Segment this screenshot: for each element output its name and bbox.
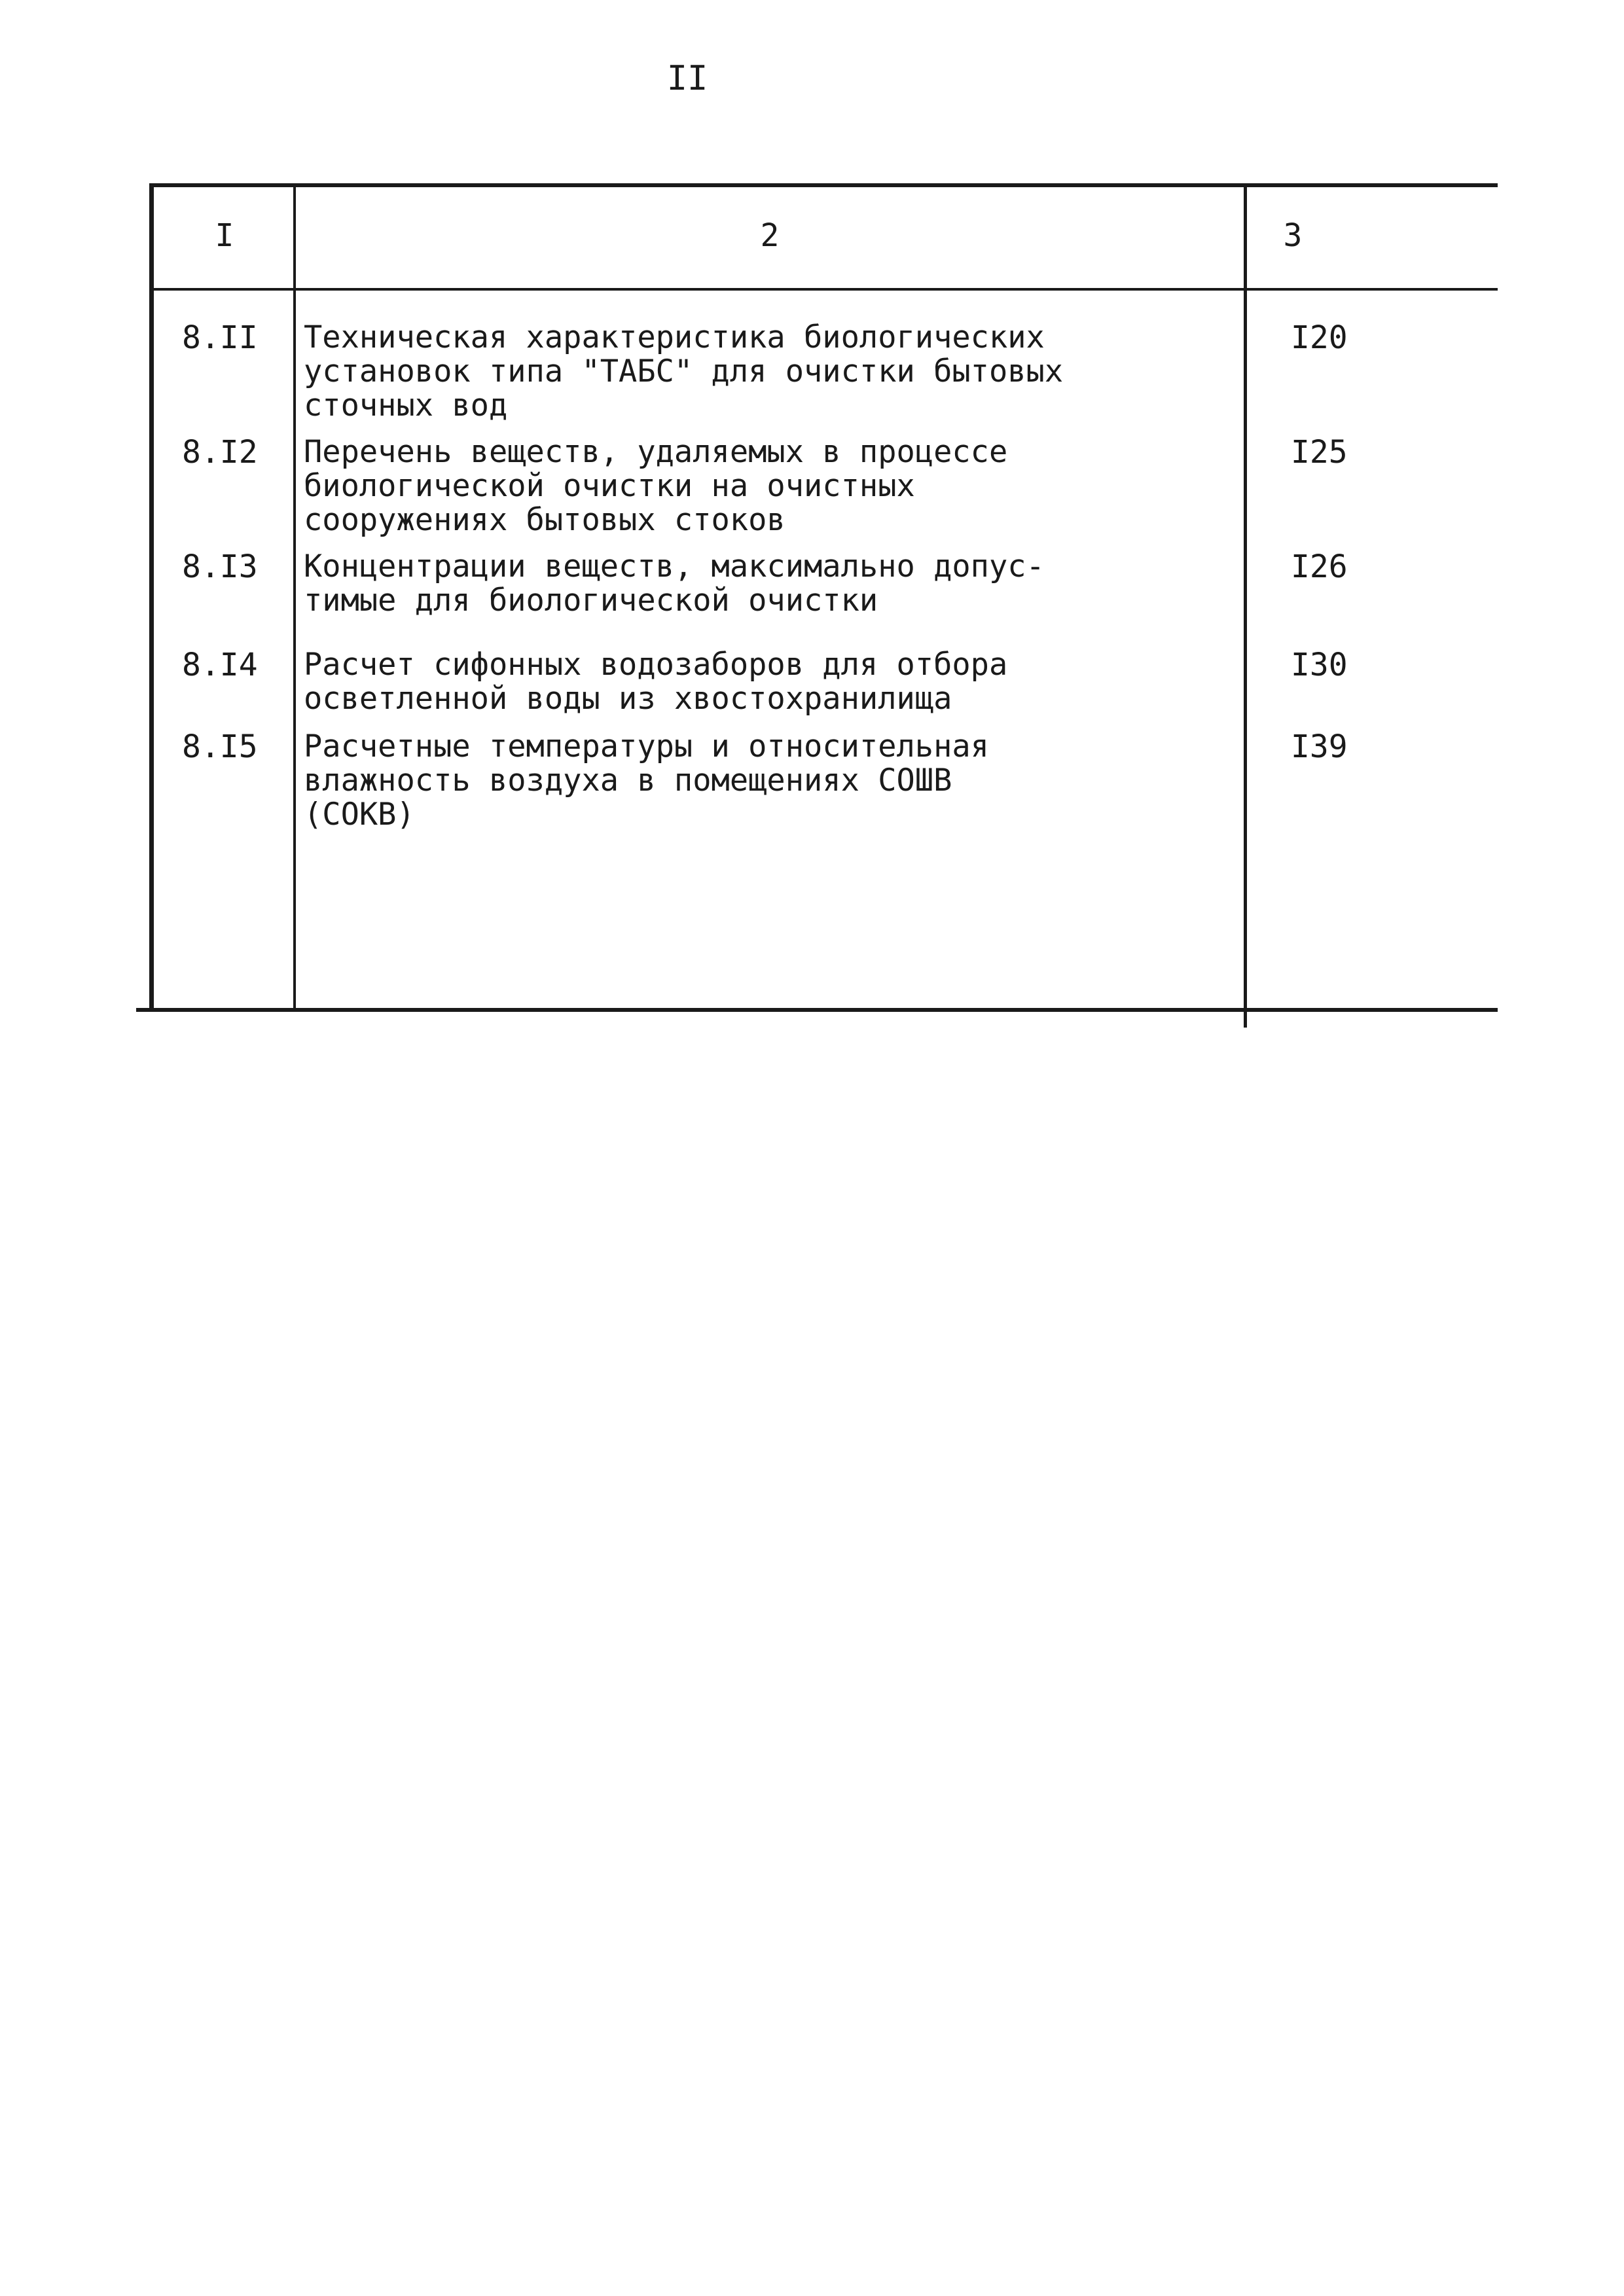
row-title — [304, 435, 1233, 537]
row-title — [304, 550, 1233, 618]
row-number: 8.I4 — [182, 647, 258, 683]
row-page: I30 — [1291, 647, 1348, 683]
row-page: I39 — [1291, 728, 1348, 765]
row-number: 8.II — [182, 319, 258, 356]
row-title-line: биологической очистки на очистных — [304, 468, 915, 504]
row-page: I26 — [1291, 548, 1348, 585]
table-header-rule — [149, 288, 1498, 291]
table-left-border — [149, 183, 154, 1009]
column-header-page: 3 — [1283, 217, 1303, 254]
row-title — [304, 321, 1233, 423]
column-header-number: I — [215, 217, 234, 254]
row-number: 8.I3 — [182, 548, 258, 585]
row-title-line: влажность воздуха в помещениях СОШВ — [304, 762, 952, 798]
toc-table — [149, 183, 1498, 1014]
row-title-line: осветленной воды из хвостохранилища — [304, 681, 952, 717]
row-title — [304, 730, 1233, 832]
table-top-rule — [149, 183, 1498, 187]
row-title-line: Перечень веществ, удаляемых в процессе — [304, 434, 1008, 470]
row-number: 8.I5 — [182, 728, 258, 765]
page-number: II — [666, 59, 708, 98]
row-title-line: Концентрации веществ, максимально допус- — [304, 548, 1045, 584]
row-title — [304, 648, 1233, 716]
row-page: I20 — [1291, 319, 1348, 356]
column-header-title: 2 — [760, 217, 780, 254]
row-number: 8.I2 — [182, 434, 258, 471]
row-title-line: установок типа "ТАБС" для очистки бытовых — [304, 353, 1064, 389]
row-title-line: Техническая характеристика биологических — [304, 319, 1045, 355]
row-title-line: тимые для биологической очистки — [304, 583, 878, 619]
row-page: I25 — [1291, 434, 1348, 471]
row-title-line: (СОКВ) — [304, 797, 415, 833]
column-divider-1 — [293, 183, 296, 1008]
column-divider-2 — [1244, 183, 1247, 1028]
row-title-line: Расчетные температуры и относительная — [304, 728, 989, 764]
row-title-line: сооружениях бытовых стоков — [304, 502, 785, 538]
row-title-line: сточных вод — [304, 387, 508, 423]
table-bottom-rule — [136, 1008, 1498, 1012]
row-title-line: Расчет сифонных водозаборов для отбора — [304, 647, 1008, 683]
